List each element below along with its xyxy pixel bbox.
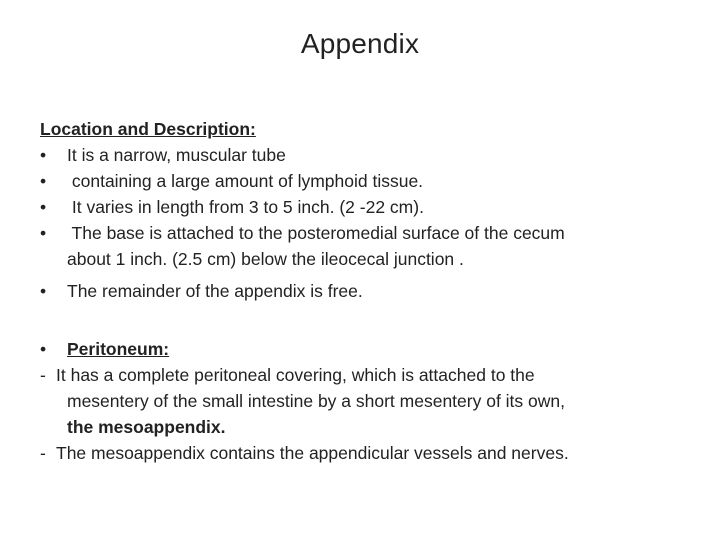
bullet-marker: • bbox=[40, 223, 47, 243]
list-item-text: containing a large amount of lymphoid tissue. bbox=[67, 171, 424, 191]
slide-body bbox=[40, 116, 700, 466]
list-item bbox=[40, 220, 700, 246]
location-heading: Location and Description: bbox=[40, 119, 256, 139]
list-item-text: It varies in length from 3 to 5 inch. (2 -22 cm). bbox=[67, 197, 424, 217]
dash-marker: - bbox=[40, 365, 46, 385]
list-item-continuation bbox=[40, 414, 700, 440]
slide-title: Appendix bbox=[300, 28, 420, 59]
mesoappendix-term: the mesoappendix. bbox=[67, 417, 226, 437]
list-item bbox=[40, 194, 700, 220]
list-item-text: The mesoappendix contains the appendicular vessels and nerves. bbox=[56, 443, 569, 463]
list-item-text: The base is attached to the posteromedial surface of the cecum bbox=[67, 223, 565, 243]
list-item-continuation bbox=[40, 246, 700, 272]
list-item-text: It is a narrow, muscular tube bbox=[67, 145, 286, 165]
bullet-marker: • bbox=[40, 339, 47, 359]
list-item bbox=[40, 168, 700, 194]
list-item-continuation bbox=[40, 388, 700, 414]
dash-marker: - bbox=[40, 443, 46, 463]
list-item-text: about 1 inch. (2.5 cm) below the ileocecal junction . bbox=[67, 249, 464, 269]
bullet-marker: • bbox=[40, 145, 47, 165]
bullet-marker: • bbox=[40, 281, 47, 301]
peritoneum-heading-row bbox=[40, 336, 700, 362]
bullet-marker: • bbox=[40, 197, 47, 217]
list-item bbox=[40, 362, 700, 388]
list-item bbox=[40, 440, 700, 466]
bullet-marker: • bbox=[40, 171, 47, 191]
list-item bbox=[40, 278, 700, 304]
list-item-text: mesentery of the small intestine by a short mesentery of its own, bbox=[67, 391, 565, 411]
peritoneum-heading: Peritoneum: bbox=[67, 339, 170, 359]
list-item-text: The remainder of the appendix is free. bbox=[67, 281, 363, 301]
list-item-text: It has a complete peritoneal covering, which is attached to the bbox=[56, 365, 535, 385]
list-item bbox=[40, 142, 700, 168]
section-spacer bbox=[40, 304, 700, 336]
